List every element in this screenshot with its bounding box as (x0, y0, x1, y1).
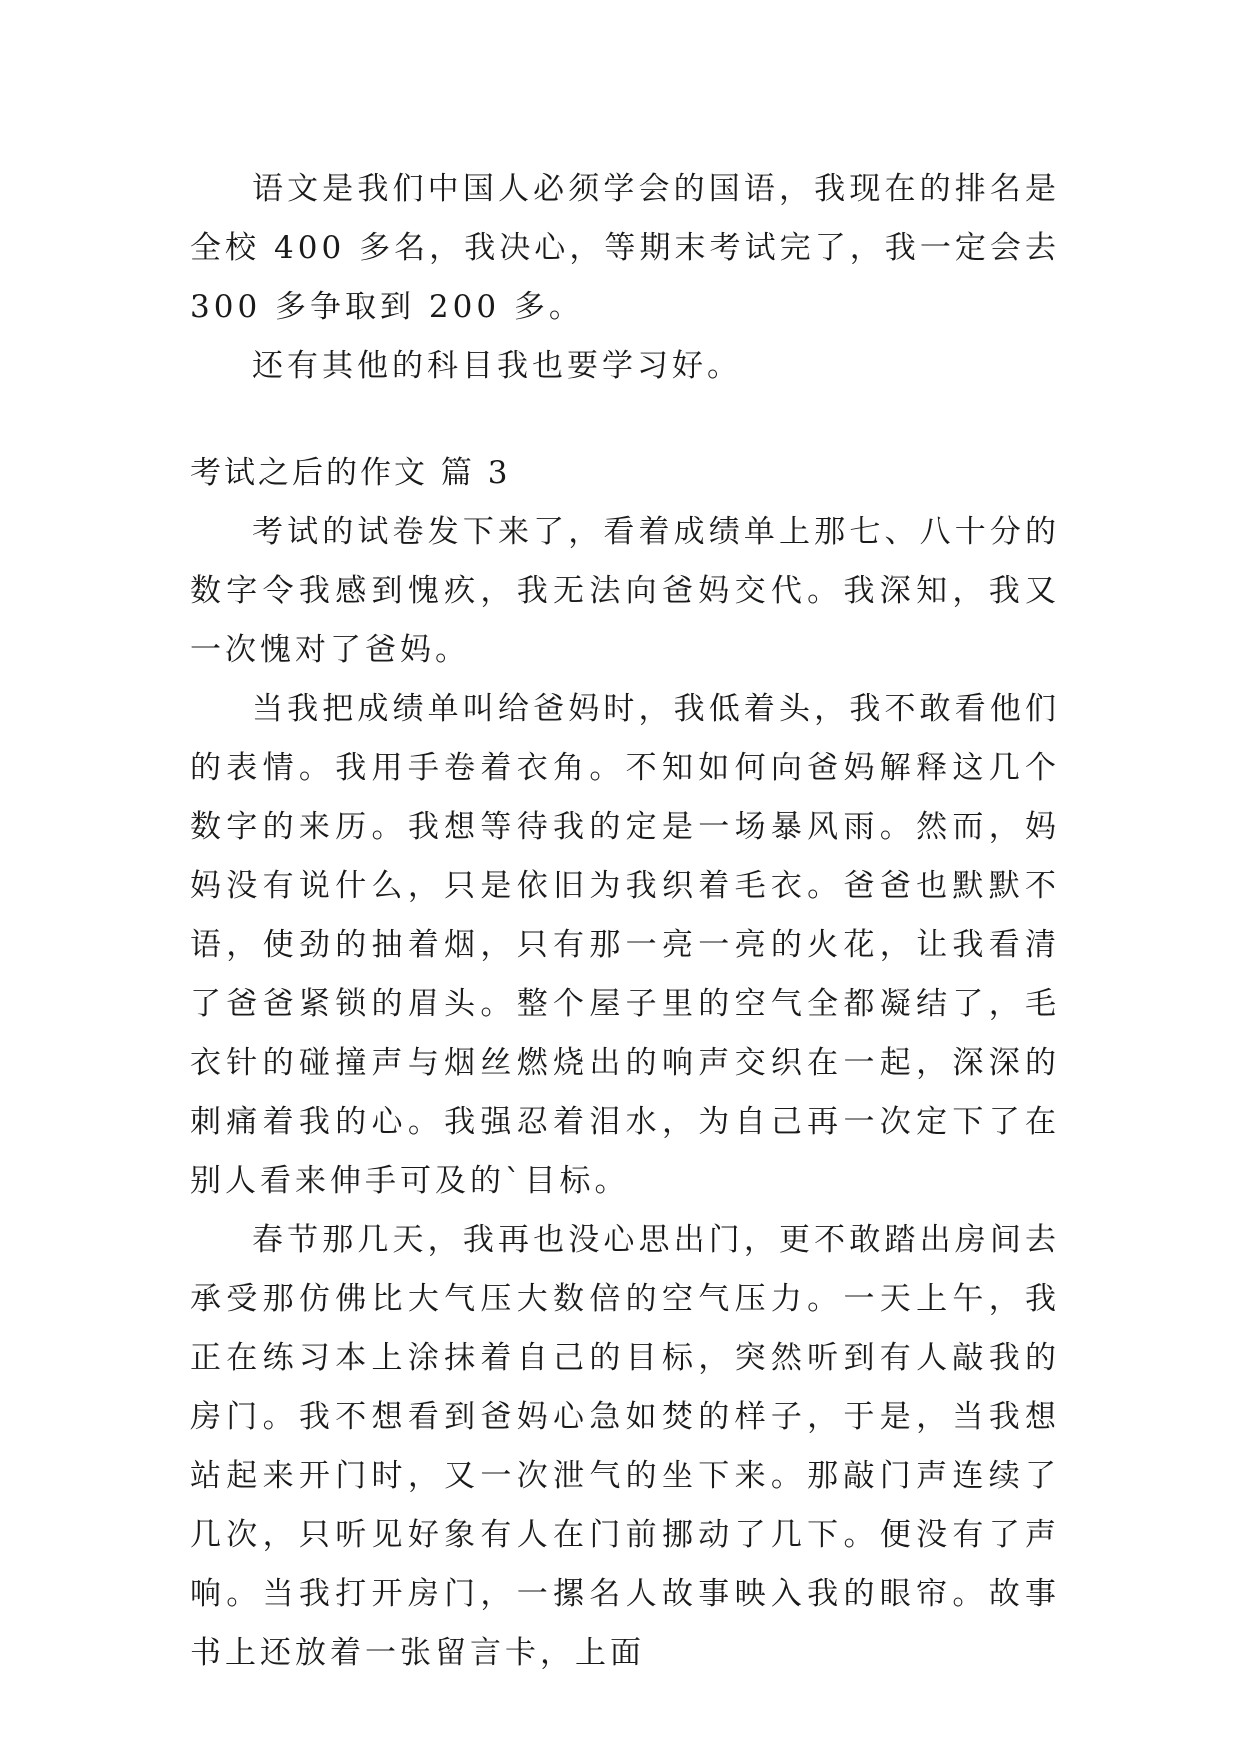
paragraph-other-subjects: 还有其他的科目我也要学习好。 (252, 348, 742, 384)
document-body (190, 160, 1060, 1683)
paragraph-chinese-ranking: 语文是我们中国人必须学会的国语，我现在的排名是全校 400 多名，我决心，等期末考试完了，我一定会去 300 多争取到 200 多。 (190, 171, 1060, 325)
section-heading: 考试之后的作文 篇 3 (190, 455, 511, 491)
paragraph-report-card: 当我把成绩单叫给爸妈时，我低着头，我不敢看他们的表情。我用手卷着衣角。不知如何向爸妈解释这几个数字的来历。我想等待我的定是一场暴风雨。然而，妈妈没有说什么，只是依旧为我织着毛衣。爸爸也默默不语，使劲的抽着烟，只有那一亮一亮的火花，让我看清了爸爸紧锁的眉头。整个屋子里的空气全都凝结了，毛衣针的碰撞声与烟丝燃烧出的响声交织在一起，深深的刺痛着我的心。我强忍着泪水，为自己再一次定下了在别人看来伸手可及的`目标。 (190, 691, 1060, 1199)
paragraph-exam-results: 考试的试卷发下来了，看着成绩单上那七、八十分的数字令我感到愧疚，我无法向爸妈交代。我深知，我又一次愧对了爸妈。 (190, 514, 1060, 668)
paragraph-spring-festival: 春节那几天，我再也没心思出门，更不敢踏出房间去承受那仿佛比大气压大数倍的空气压力。一天上午，我正在练习本上涂抹着自己的目标，突然听到有人敲我的房门。我不想看到爸妈心急如焚的样子，于是，当我想站起来开门时，又一次泄气的坐下来。那敲门声连续了几次，只听见好象有人在门前挪动了几下。便没有了声响。当我打开房门，一摞名人故事映入我的眼帘。故事书上还放着一张留言卡，上面 (190, 1222, 1060, 1671)
